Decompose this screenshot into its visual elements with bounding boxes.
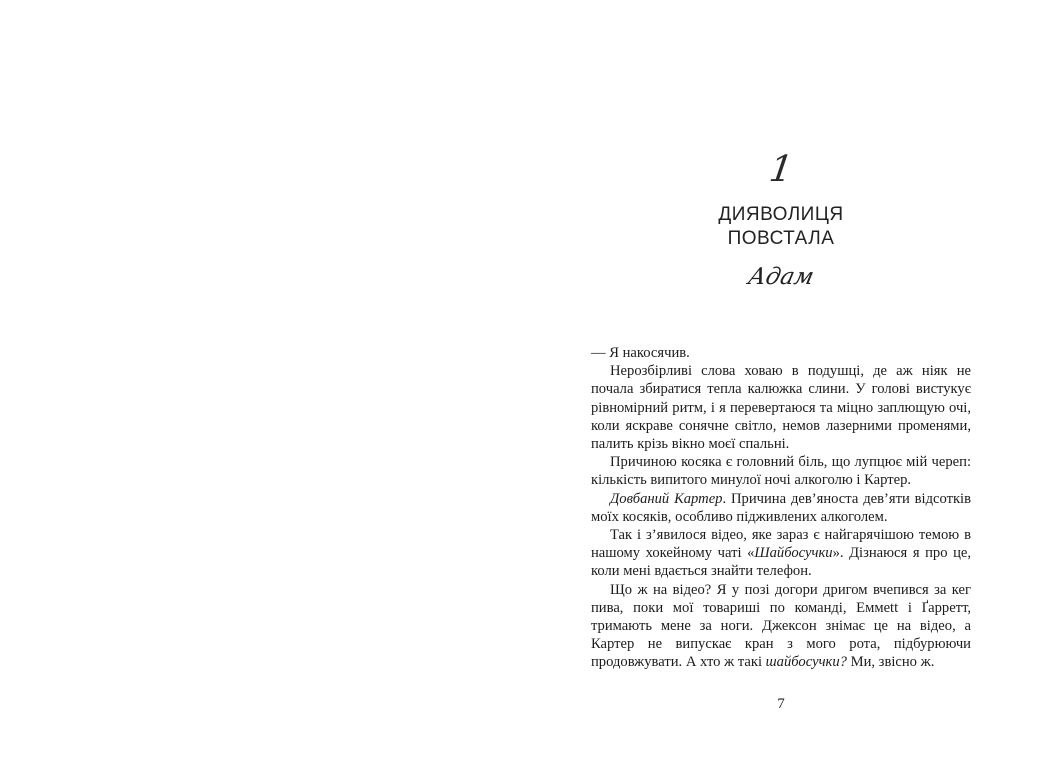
- emphasis: шайбосучки?: [765, 654, 847, 671]
- paragraph: Причиною косяка є головний біль, що лупцює мій череп: кількість випитого минулої ночі алкоголю і Картер.: [591, 454, 971, 489]
- paragraph: — Я накосячив.: [591, 345, 690, 361]
- chapter-title: [681, 203, 881, 251]
- chapter-narrator: Адам: [745, 264, 817, 290]
- paragraph: [591, 581, 971, 672]
- chapter-body: [591, 344, 971, 672]
- emphasis: Шайбосучки: [754, 545, 833, 562]
- chapter-title-line-2: ПОВСТАЛА: [727, 228, 835, 249]
- paragraph-text: Так і з’явилося відео, яке зараз є найгарячішою темою в нашому хокейному чаті «: [591, 527, 971, 562]
- chapter-title-line-1: ДИЯВОЛИЦЯ: [718, 204, 844, 225]
- paragraph-text: Що ж на відео? Я у позі догори дригом вчепився за кег пива, поки мої товариші по команді, Еммett і Ґарретт, тримають мене за ноги. Джексон знімає це на відео, а Картер не випускає кран з мого рота, підбурюючи продовжувати. А хто ж такі: [591, 581, 971, 671]
- paragraph-text: Ми, звісно ж.: [846, 654, 935, 671]
- paragraph-text: . Причина дев’яноста дев’яти відсотків моїх косяків, особливо підживлених алкоголем.: [591, 490, 971, 525]
- paragraph: [591, 526, 971, 581]
- chapter-number: 1: [766, 149, 796, 190]
- paragraph: Нерозбірливі слова ховаю в подушці, де аж ніяк не почала збиратися тепла калюжка слини. У голові вистукує рівномірний ритм, і я перевертаюся та міцно заплющую очі, коли яскраве сонячне світло, немов лазерними променями, палить крізь вікно моєї спальні.: [591, 363, 971, 453]
- paragraph: [591, 490, 971, 526]
- emphasis: Довбаний Картер: [610, 490, 723, 507]
- page-number: 7: [777, 696, 785, 712]
- paragraph-text: ». Дізнаюся я про це, коли мені вдається знайти телефон.: [591, 545, 972, 580]
